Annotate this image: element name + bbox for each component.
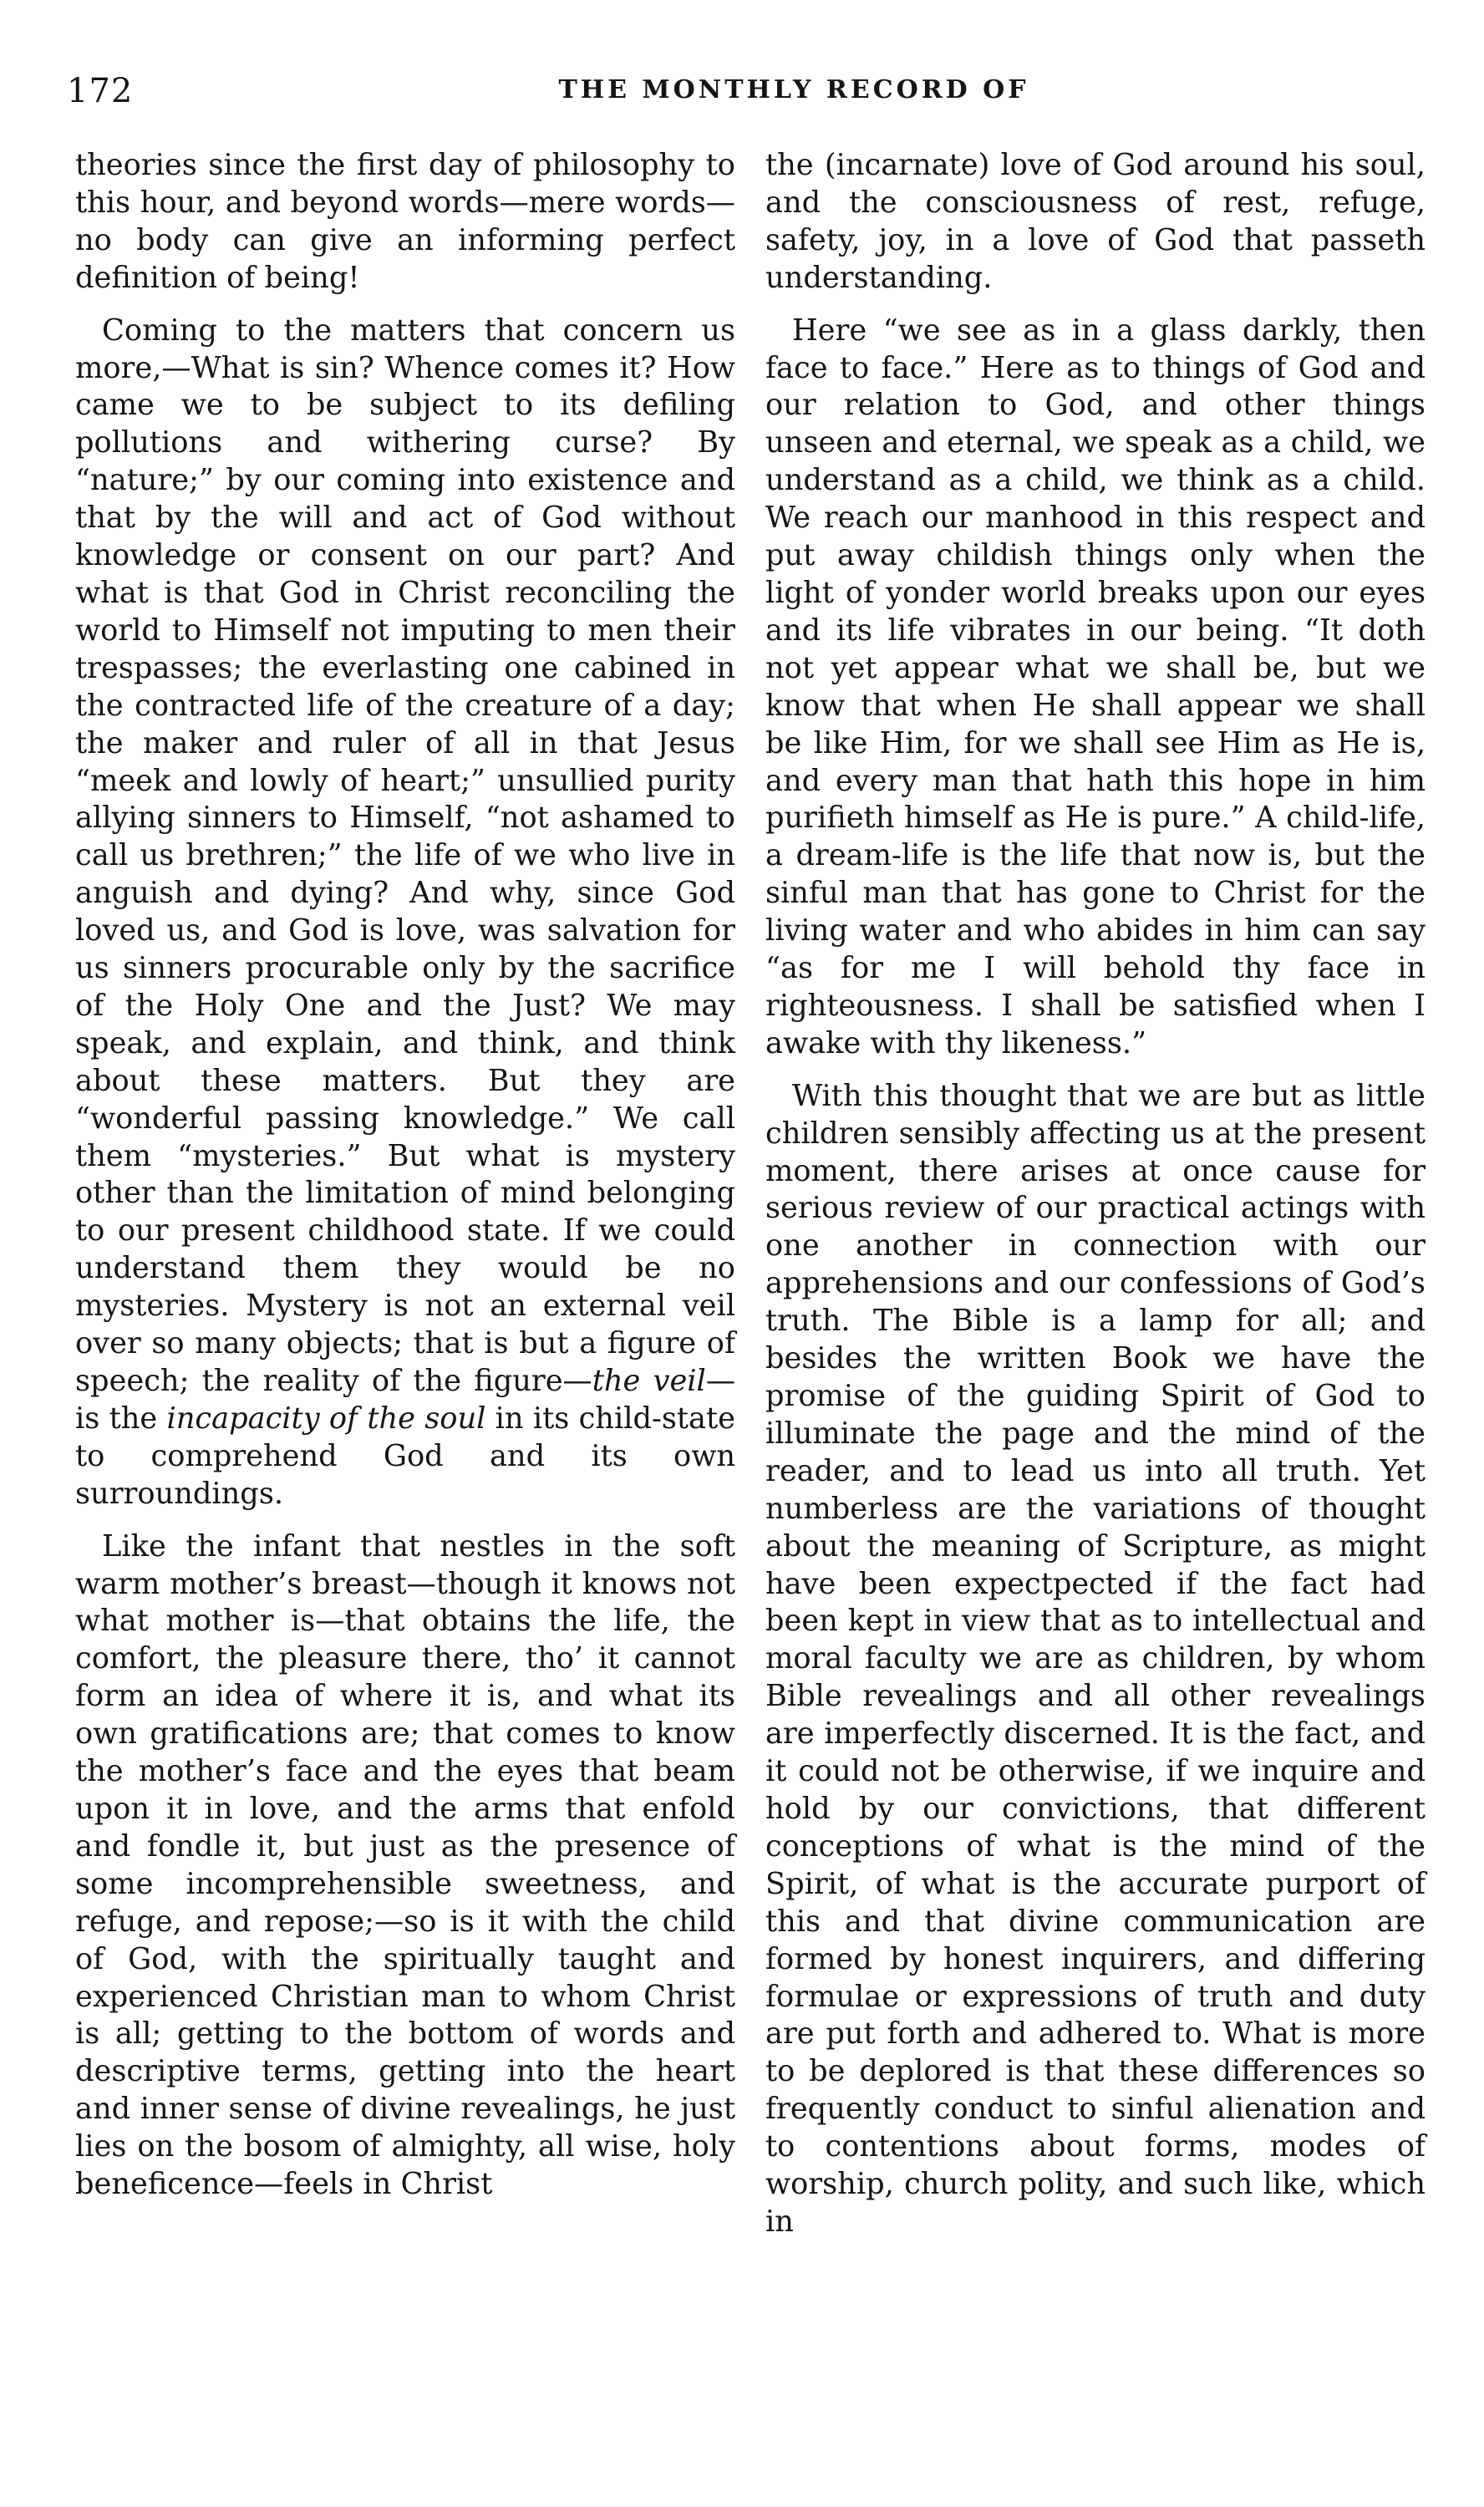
italic-text: the veil [592,1364,706,1398]
paragraph: Here “we see as in a glass darkly, then face to face.” Here as to things of God and our relation to God, and other things unseen and eternal, we speak as a child, we understand as a child, we think as a child. We reach our manhood in this respect and put away childish things only when the light of yonder world breaks upon our eyes and its life vibrates in our being. “It doth not yet appear what we shall be, but we know that when He shall appear we shall be like Him, for we shall see Him as He is, and every man that hath this hope in him purifieth himself as He is pure.” A child-life, a dream-life is the life that now is, but the sinful man that has gone to Christ for the living water and who abides in him can say “as for me I will behold thy face in righteousness. I shall be satisfied when I awake with thy likeness.” [765,313,1426,1060]
paragraph [75,313,735,1513]
paragraph-text: Coming to the matters that concern us more,—What is sin? Whence comes it? How came we to be subject to its defiling pollutions and withering curse? By “nature;” by our coming into existence and that by the will and act of God without knowledge or consent on our part? And what is that God in Christ reconciling the world to Himself not imputing to men their trespasses; the everlasting one cabined in the contracted life of the creature of a day; the maker and ruler of all in that Jesus “meek and lowly of heart;” unsullied purity allying sinners to Himself, “not ashamed to call us brethren;” the life of we who live in anguish and dying? And why, since God loved us, and God is love, was salvation for us sinners procurable only by the sacrifice of the Holy One and the Just? We may speak, and explain, and think, and think about these matters. But they are “wonderful passing knowledge.” We call them “mysteries.” But what is mystery other than the limitation of mind belonging to our present childhood state. If we could understand them they would be no mysteries. Mystery is not an external veil over so many objects; that is but a figure of speech; the reality of the figure— [75,313,735,1398]
paragraph: the (incarnate) love of God around his soul, and the consciousness of rest, refuge, safety, joy, in a love of God that passeth understanding. [765,148,1426,295]
running-head [67,72,1429,114]
page-number: 172 [67,72,134,110]
italic-text: incapacity of the soul [166,1401,486,1436]
paragraph-text: —is the [75,1364,735,1436]
paragraph: With this thought that we are but as little children sensibly affecting us at the present moment, there arises at once cause for serious review of our practical actings with one another in connection with our apprehensions and our confessions of God’s truth. The Bible is a lamp for all; and besides the written Book we have the promise of the guiding Spirit of God to illuminate the page and the mind of the reader, and to lead us into all truth. Yet numberless are the variations of thought about the meaning of Scripture, as might have been expectpected if the fact had been kept in view that as to intellectual and moral faculty we are as children, by whom Bible revealings and all other revealings are imperfectly discerned. It is the fact, and it could not be otherwise, if we inquire and hold by our convictions, that different conceptions of what is the mind of the Spirit, of what is the accurate purport of this and that divine communication are formed by honest inquirers, and differing formulae or expressions of truth and duty are put forth and adhered to. What is more to be deplored is that these differences so frequently conduct to sinful alienation and to contentions about forms, modes of worship, church polity, and such like, which in [765,1078,1426,2239]
paragraph-text: in its child-state to comprehend God and its own surroundings. [75,1401,736,1511]
running-title: THE MONTHLY RECORD OF [558,75,1029,104]
paragraph: Like the infant that nestles in the soft warm mother’s breast—though it knows not what mother is—that obtains the life, the comfort, the pleasure there, tho’ it cannot form an idea of where it is, and what its own gratifications are; that comes to know the mother’s face and the eyes that beam upon it in love, and the arms that enfold and fondle it, but just as the presence of some incomprehensible sweetness, and refuge, and repose;—so is it with the child of God, with the spiritually taught and experienced Christian man to whom Christ is all; getting to the bottom of words and descriptive terms, getting into the heart and inner sense of divine revealings, he just lies on the bosom of almighty, all wise, holy beneficence—feels in Christ [75,1528,735,2202]
paragraph: theories since the first day of philosophy to this hour, and beyond words—mere words—no body can give an informing perfect definition of being! [75,148,735,295]
left-column [75,147,735,2204]
right-column [765,147,1426,2241]
